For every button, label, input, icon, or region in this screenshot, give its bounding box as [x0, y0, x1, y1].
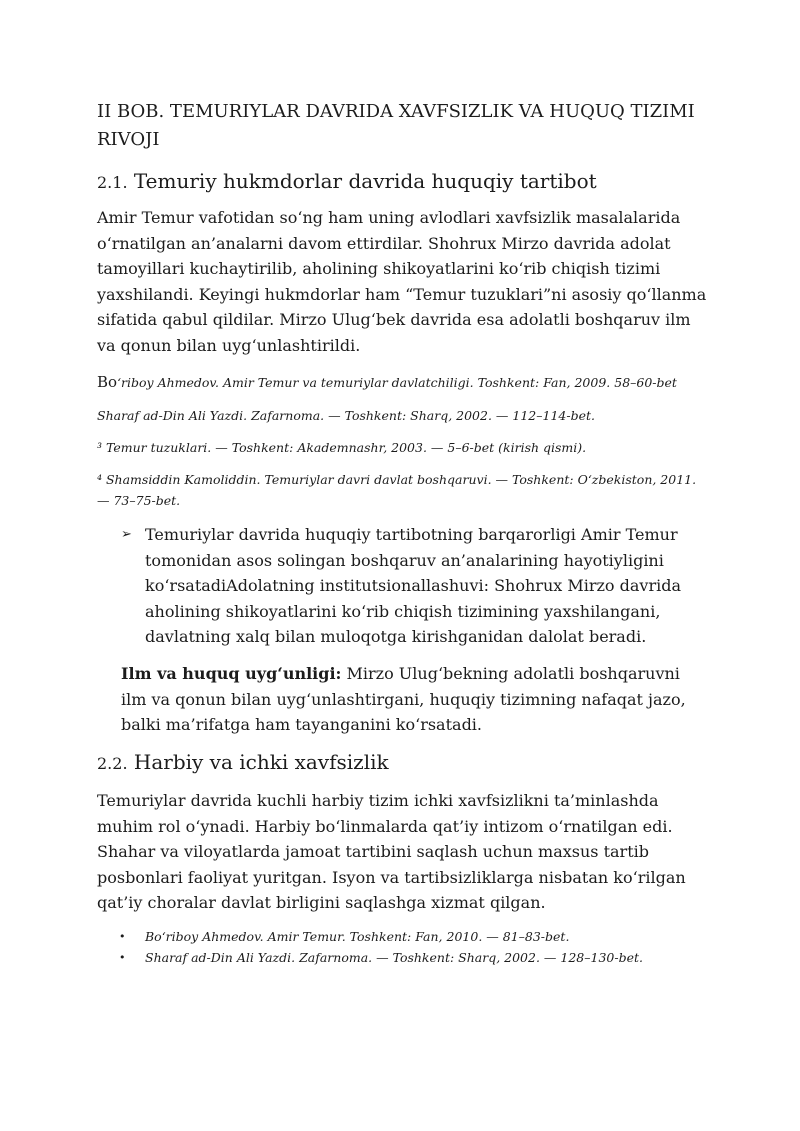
footnote-1: [97, 372, 697, 393]
section-heading-2-1: [97, 168, 597, 196]
section-heading-2-2: [97, 749, 389, 777]
arrow-list-item: [117, 522, 707, 650]
footnote-2: Sharaf ad-Din Ali Yazdi. Zafarnoma. — Toshkent: Sharq, 2002. — 112–114-bet.: [97, 408, 595, 423]
reference-list: [119, 926, 699, 968]
section-number: 2.2.: [97, 754, 128, 773]
emphasis-label: Ilm va huquq uyg‘unligi:: [121, 664, 342, 683]
arrow-item-text: Temuriylar davrida huquqiy tartibotning barqarorligi Amir Temur tomonidan asos solingan boshqaruv an’analarining hayotiyligini ko‘rsatadiAdolatning institutsionallashuvi: Shohrux Mirzo davrida aholining shikoyatlarini ko‘rib chiqish tizimining yaxshilangani, davlatning xalq bilan muloqotga kirishganidan dalolat beradi.: [145, 525, 682, 646]
section-number: 2.1.: [97, 173, 128, 192]
footnote-3: ³ Temur tuzuklari. — Toshkent: Akademnashr, 2003. — 5–6-bet (kirish qismi).: [97, 440, 587, 455]
bullet-icon: •: [119, 951, 126, 964]
footnote-4: ⁴ Shamsiddin Kamoliddin. Temuriylar davri davlat boshqaruvi. — Toshkent: O‘zbekiston, 2011. — 73–75-bet.: [97, 472, 697, 508]
emphasis-text: Mirzo Ulug‘bekning adolatli boshqaruvni ilm va qonun bilan uyg‘unlashtirgani, huquqiy tizimning nafaqat jazo, balki ma’rifatga ham tayanganini ko‘rsatadi.: [121, 664, 686, 734]
reference-text: Sharaf ad-Din Ali Yazdi. Zafarnoma. — Toshkent: Sharq, 2002. — 128–130-bet.: [145, 950, 643, 965]
footnote-text: ‘riboy Ahmedov. Amir Temur va temuriylar davlatchiligi. Toshkent: Fan, 2009. 58–60-bet: [117, 375, 677, 390]
body-paragraph: Amir Temur vafotidan so‘ng ham uning avlodlari xavfsizlik masalalarida o‘rnatilgan an’analarni davom ettirdilar. Shohrux Mirzo davrida adolat tamoyillari kuchaytirilib, aholining shikoyatlarini ko‘rib chiqish tizimi yaxshilandi. Keyingi hukmdorlar ham “Temur tuzuklari”ni asosiy qo‘llanma sifatida qabul qildilar. Mirzo Ulug‘bek davrida esa adolatli boshqaruv ilm va qonun bilan uyg‘unlashtirildi.: [97, 208, 707, 355]
reference-text: Bo‘riboy Ahmedov. Amir Temur. Toshkent: Fan, 2010. — 81–83-bet.: [145, 929, 570, 944]
body-paragraph: Temuriylar davrida kuchli harbiy tizim ichki xavfsizlikni ta’minlashda muhim rol o‘ynadi. Harbiy bo‘linmalarda qat’iy intizom o‘rnatilgan edi. Shahar va viloyatlarda jamoat tartibini saqlash uchun maxsus tartib posbonlari faoliyat yuritgan. Isyon va tartibsizliklarga nisbatan ko‘rilgan qat’iy choralar davlat birligini saqlashga xizmat qilgan.: [97, 791, 686, 912]
emphasis-paragraph: [121, 661, 707, 738]
arrow-bullet-icon: ➢: [121, 527, 132, 542]
section-title: Temuriy hukmdorlar davrida huquqiy tartibot: [133, 169, 597, 193]
list-item: [119, 947, 699, 968]
list-item: [119, 926, 699, 947]
section-title: Harbiy va ichki xavfsizlik: [133, 750, 389, 774]
footnote-lead: Bo: [97, 373, 118, 391]
bullet-icon: •: [119, 930, 126, 943]
chapter-title: II BOB. TEMURIYLAR DAVRIDA XAVFSIZLIK VA HUQUQ TIZIMI RIVOJI: [97, 101, 695, 150]
